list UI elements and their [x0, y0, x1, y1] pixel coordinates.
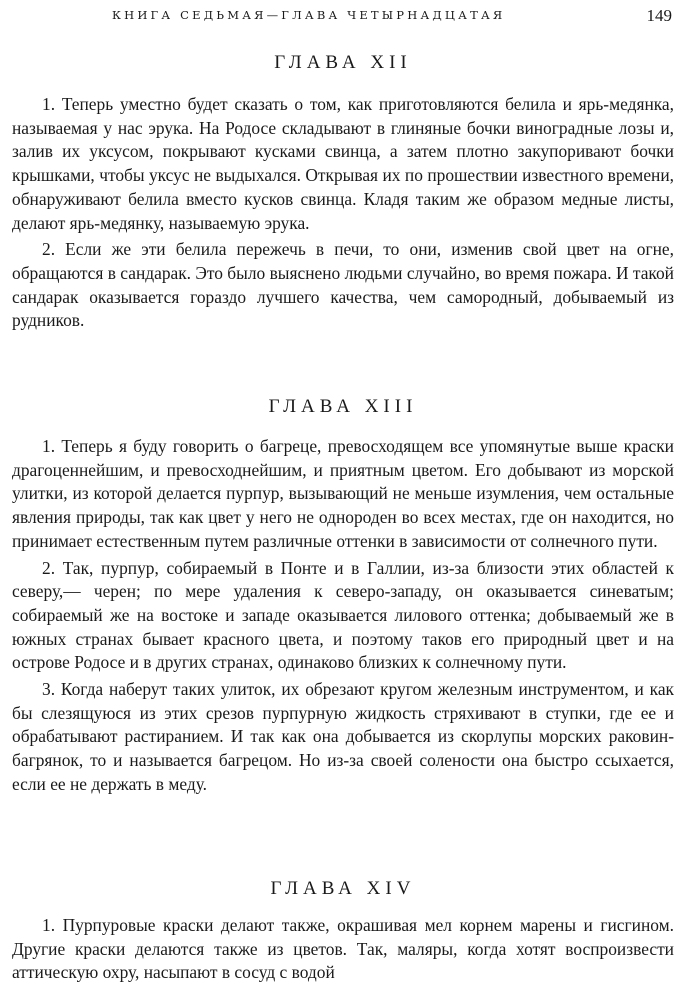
- paragraph: 1. Теперь уместно будет сказать о том, как приготовляются белила и ярь-медянка, называемая у нас эрука. На Родосе складывают в глиняные бочки виноградные лозы и, залив их уксусом, покрывают кусками свинца, а затем плотно закупоривают бочки крышками, чтобы уксус не выдыхался. Открывая их по прошествии известного времени, обнаруживают белила вместо кусков свинца. Кладя таким же образом медные листы, делают ярь-медянку, называемую эрука.: [12, 94, 674, 233]
- running-title: КНИГА СЕДЬМАЯ—ГЛАВА ЧЕТЫРНАДЦАТАЯ: [112, 8, 506, 22]
- paragraph: 1. Теперь я буду говорить о багреце, превосходящем все упомянутые выше краски драгоценнейшим, и превосходнейшим, и приятным цветом. Его добывают из морской улитки, из которой делается пурпур, вызывающий не меньше изумления, чем остальные явления природы, так как цвет у него не однороден во всех местах, где он находится, но принимает естественным путем различные оттенки в зависимости от солнечного пути.: [12, 436, 674, 551]
- running-header: [12, 6, 674, 26]
- paragraph: 2. Так, пурпур, собираемый в Понте и в Галлии, из-за близости этих областей к северу,— черен; по мере удаления к северо-западу, он оказывается синеватым; собираемый же на востоке и западе оказывается лилового оттенка; добываемый же в южных странах бывает красного цвета, и поэтому таков его природный цвет и на острове Родосе и в других странах, одинаково близких к солнечному пути.: [12, 557, 674, 673]
- chapter-xiii-text: [12, 435, 674, 800]
- chapter-heading-xiv: ГЛАВА XIV: [270, 878, 416, 899]
- paragraph: 3. Когда наберут таких улиток, их обрезают кругом железным инструментом, и как бы слезящуюся из этих срезов пурпурную жидкость стряхивают в ступки, где ее и обрабатывают растиранием. И так как она добывается из скорлупы морских раковин-багрянок, то и называется багрецом. Но из-за своей солености она быстро ссыхается, если ее не держать в меду.: [12, 679, 674, 794]
- chapter-xii-text: [12, 93, 674, 336]
- page-number: 149: [646, 6, 672, 25]
- chapter-heading-xii: ГЛАВА XII: [274, 52, 412, 73]
- paragraph: 1. Пурпуровые краски делают также, окрашивая мел корнем марены и гисгином. Другие краски делаются также из цветов. Так, маляры, когда хотят воспроизвести аттическую охру, насыпают в сосуд с водой: [12, 915, 674, 983]
- paragraph: 2. Если же эти белила пережечь в печи, то они, изменив свой цвет на огне, обращаются в сандарак. Это было выяснено людьми случайно, во время пожара. И такой сандарак оказывается гораздо лучшего качества, чем самородный, добываемый из рудников.: [12, 239, 674, 331]
- book-page: [12, 0, 674, 1000]
- chapter-heading-xiii: ГЛАВА XIII: [268, 396, 418, 417]
- chapter-xiv-text: [12, 914, 674, 988]
